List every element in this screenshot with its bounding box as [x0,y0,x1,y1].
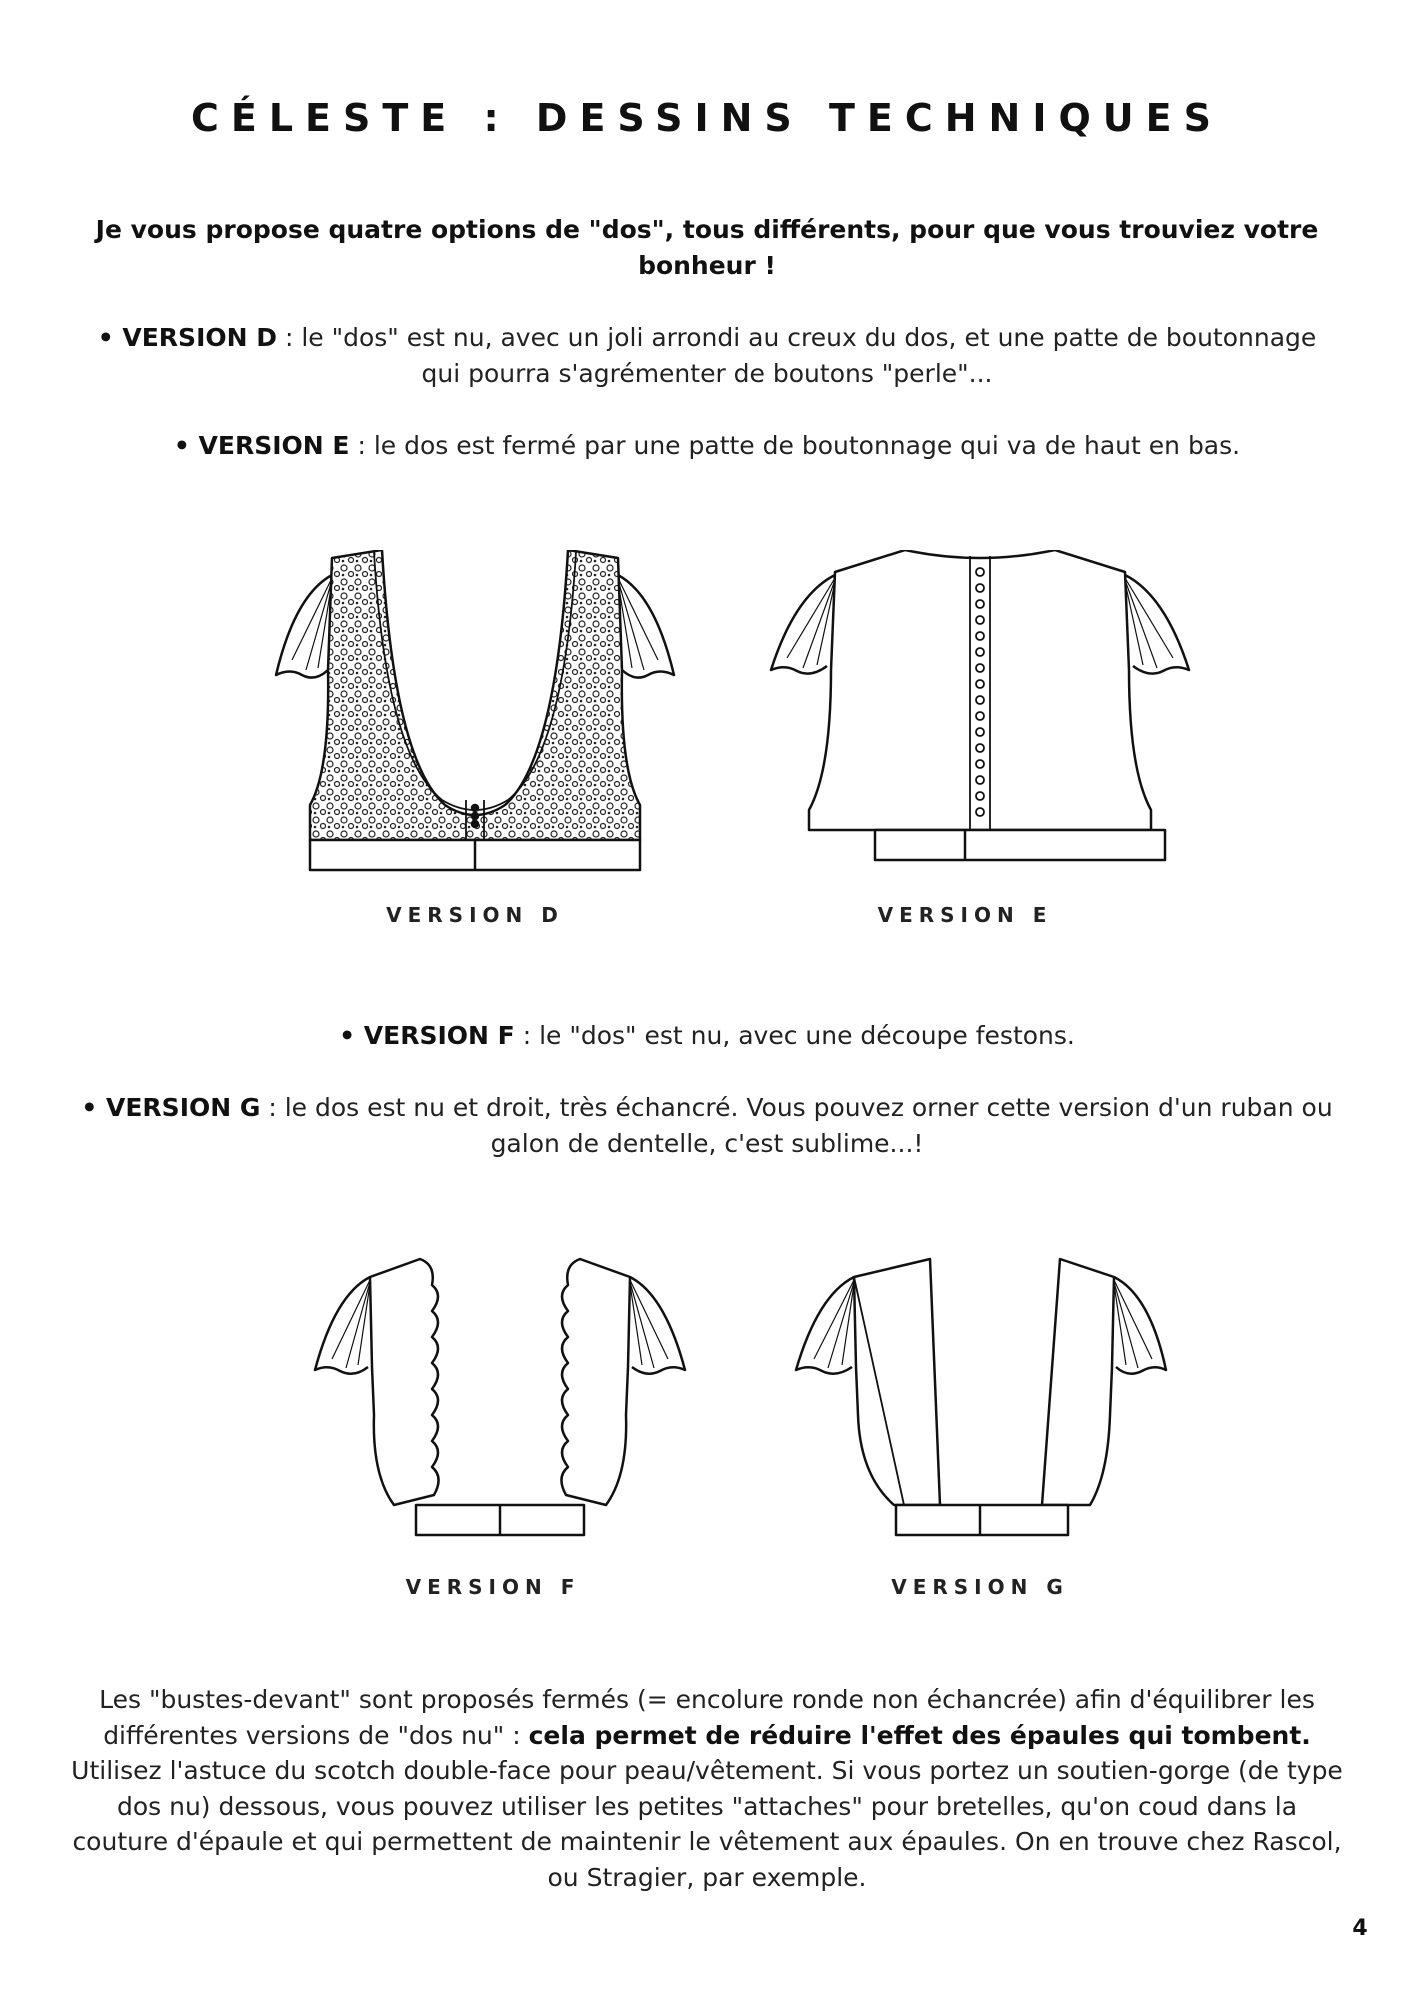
version-f-caption: VERSION F [405,1575,581,1599]
version-e-caption: VERSION E [877,903,1053,927]
version-d-label: • VERSION D [97,323,277,352]
version-d-drawing [270,550,680,880]
footer-text-part1: Les "bustes-devant" sont proposés fermés (= encolure ronde non échancrée) afin d'équilibrer les différentes versions de "dos nu" : [99,1685,1315,1750]
version-g-label: • VERSION G [81,1093,261,1122]
version-e-drawing [765,550,1195,880]
version-e-label: • VERSION E [173,431,350,460]
version-d-caption: VERSION D [386,903,564,927]
version-d-description [80,320,1334,392]
version-g-caption: VERSION G [891,1575,1069,1599]
footer-text-part2: Utilisez l'astuce du scotch double-face pour peau/vêtement. Si vous portez un soutien-gorge (de type dos nu) dessous, vous pouvez utiliser les petites "attaches" pour bretelles, qu'on coud dans la couture d'épaule et qui permettent de maintenir le vêtement aux épaules. On en trouve chez Rascol, ou Stragier, par exemple. [71,1756,1343,1892]
version-g-text: : le dos est nu et droit, très échancré. Vous pouvez orner cette version d'un ruban ou galon de dentelle, c'est sublime...! [260,1093,1333,1158]
version-f-text: : le "dos" est nu, avec une découpe festons. [514,1021,1075,1050]
version-g-description [80,1090,1334,1162]
version-g-drawing [790,1255,1170,1555]
version-e-text: : le dos est fermé par une patte de boutonnage qui va de haut en bas. [349,431,1241,460]
version-f-drawing [310,1255,690,1555]
footer-text-bold: cela permet de réduire l'effet des épaules qui tombent. [528,1720,1311,1750]
page-title: CÉLESTE : DESSINS TECHNIQUES [191,96,1223,140]
footer-note [70,1682,1344,1895]
version-e-description [80,428,1334,464]
page-number: 4 [1352,1916,1368,1941]
version-f-label: • VERSION F [339,1021,515,1050]
intro-text: Je vous propose quatre options de "dos", tous différents, pour que vous trouviez votre bonheur ! [95,215,1319,280]
version-d-text: : le "dos" est nu, avec un joli arrondi au creux du dos, et une patte de boutonnage qui pourra s'agrémenter de boutons "perle"... [277,323,1317,388]
version-f-description [80,1018,1334,1054]
